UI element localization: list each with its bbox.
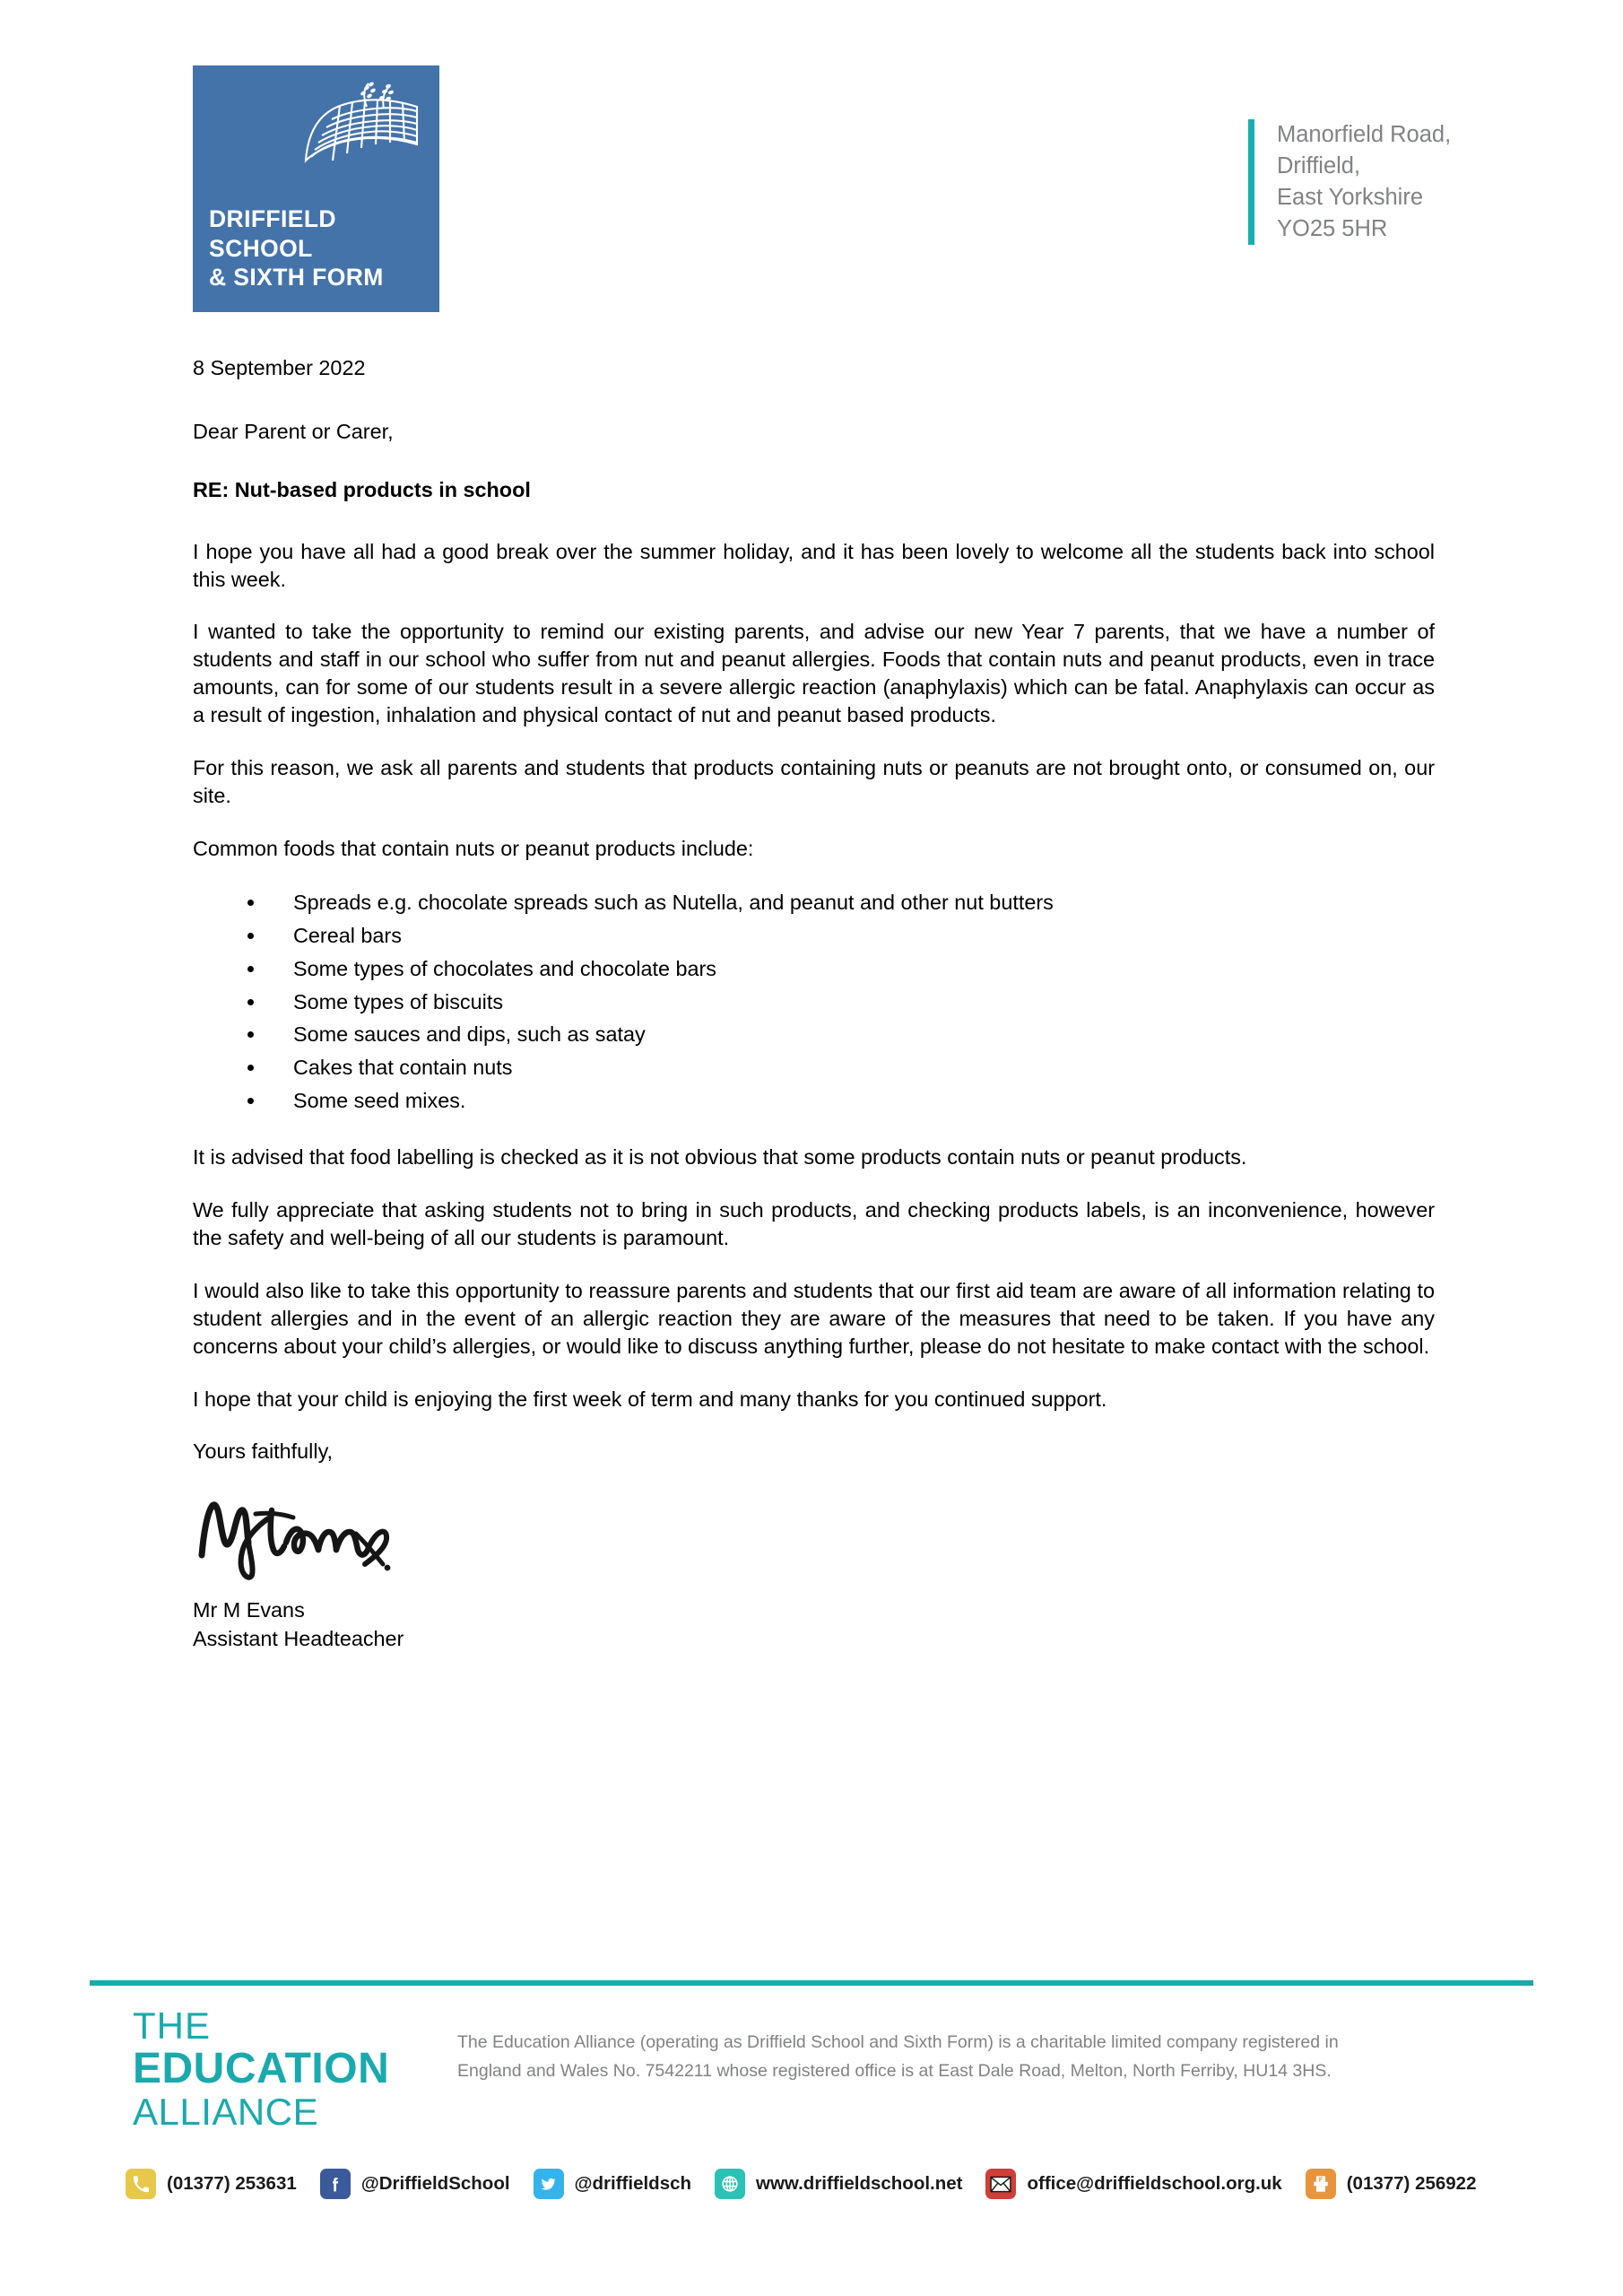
contact-phone[interactable] — [126, 2169, 297, 2199]
legal-line-1: The Education Alliance (operating as Driffield School and Sixth Form) is a charitable limited company registered in — [457, 2032, 1339, 2052]
contact-facebook-label: @DriffieldSchool — [360, 2173, 510, 2194]
signature-block — [193, 1596, 1435, 1652]
alliance-logo-line-1: THE — [133, 2005, 211, 2047]
fax-icon — [1306, 2169, 1336, 2199]
list-item: Some types of chocolates and chocolate bars — [193, 954, 1435, 985]
footer-divider — [90, 1980, 1533, 1986]
letter-closing: Yours faithfully, — [193, 1439, 334, 1464]
phone-icon — [126, 2169, 156, 2199]
facebook-icon — [320, 2169, 351, 2199]
letterhead — [0, 0, 1623, 332]
contact-facebook[interactable] — [320, 2169, 510, 2199]
contact-fax-label: (01377) 256922 — [1346, 2173, 1477, 2194]
letter-paragraph: I would also like to take this opportunity to reassure parents and students that our first aid team are aware of all information relating to student allergies and in the event of an allergic reaction they are aware of the measures that need to be taken. If you have any concerns about your child’s allergies, or would like to discuss anything further, please do not hesitate to make contact with the school. — [193, 1278, 1435, 1358]
letter-paragraph: We fully appreciate that asking students not to bring in such products, and checking products labels, is an inconvenience, however the safety and well-being of all our students is paramount. — [193, 1198, 1435, 1250]
letter-paragraph: I wanted to take the opportunity to remind our existing parents, and advise our new Year 7 parents, that we have a number of students and staff in our school who suffer from nut and peanut allergies. Foods that contain nuts and peanut products, even in trace amounts, can for some of our students result in a severe allergic reaction (anaphylaxis) which can be fatal. Anaphylaxis can occur as a result of ingestion, inhalation and physical contact of nut and peanut based products. — [193, 620, 1435, 727]
education-alliance-logo — [133, 2007, 389, 2131]
signer-name: Mr M Evans — [193, 1598, 305, 1622]
contact-bar — [126, 2169, 1499, 2199]
letter-paragraph: It is advised that food labelling is checked as it is not obvious that some products contain nuts or peanut products. — [193, 1145, 1247, 1170]
letter-paragraph: For this reason, we ask all parents and students that products containing nuts or peanuts are not brought onto, or consumed on, our site. — [193, 756, 1435, 807]
school-logo — [193, 65, 439, 312]
globe-icon — [715, 2169, 745, 2199]
address-line-2: Driffield, — [1277, 152, 1361, 178]
contact-website-label: www.driffieldschool.net — [756, 2173, 963, 2194]
list-item: Some sauces and dips, such as satay — [193, 1020, 1435, 1050]
letter-paragraph: I hope you have all had a good break over the summer holiday, and it has been lovely to welcome all the students back into school this week. — [193, 539, 1435, 591]
contact-twitter-label: @driffieldsch — [574, 2173, 692, 2194]
contact-fax[interactable] — [1306, 2169, 1477, 2199]
signer-title: Assistant Headteacher — [193, 1626, 404, 1650]
driffield-field-wheat-emblem-icon — [299, 82, 424, 164]
letter-date: 8 September 2022 — [193, 356, 366, 379]
logo-line-1: DRIFFIELD — [209, 205, 336, 233]
school-logo-wordmark — [209, 204, 430, 292]
list-item: Some seed mixes. — [193, 1086, 1435, 1117]
letter-list-intro: Common foods that contain nuts or peanut products include: — [193, 836, 754, 860]
page-footer — [0, 1973, 1623, 2296]
logo-line-3: & SIXTH FORM — [209, 264, 384, 291]
letter-subject: RE: Nut-based products in school — [193, 477, 531, 501]
letter-paragraph: I hope that your child is enjoying the first week of term and many thanks for you continued support. — [193, 1387, 1107, 1411]
contact-twitter[interactable] — [534, 2169, 691, 2199]
list-item: Cakes that contain nuts — [193, 1053, 1435, 1083]
legal-notice — [457, 2029, 1515, 2085]
letter-salutation: Dear Parent or Carer, — [193, 419, 394, 443]
handwritten-signature-icon — [193, 1491, 1435, 1580]
svg-text:F: F — [1318, 2175, 1323, 2184]
contact-website[interactable] — [715, 2169, 962, 2199]
legal-line-2: England and Wales No. 7542211 whose registered office is at East Dale Road, Melton, North Ferriby, HU14 3HS. — [457, 2060, 1332, 2081]
address-line-4: YO25 5HR — [1277, 215, 1388, 241]
list-item: Spreads e.g. chocolate spreads such as Nutella, and peanut and other nut butters — [193, 888, 1435, 918]
contact-email-label: office@driffieldschool.org.uk — [1027, 2173, 1282, 2194]
twitter-icon — [534, 2169, 564, 2199]
list-item: Some types of biscuits — [193, 987, 1435, 1018]
letter-body — [193, 354, 1435, 1653]
alliance-logo-line-2: EDUCATION — [133, 2045, 390, 2092]
contact-email[interactable] — [985, 2169, 1281, 2199]
address-line-1: Manorfield Road, — [1277, 122, 1452, 147]
logo-line-2: SCHOOL — [209, 234, 313, 262]
school-address — [1248, 119, 1451, 245]
list-item: Cereal bars — [193, 921, 1435, 952]
address-line-3: East Yorkshire — [1277, 184, 1424, 210]
contact-phone-label: (01377) 253631 — [167, 2173, 297, 2194]
envelope-icon — [985, 2169, 1016, 2199]
nut-products-list — [193, 888, 1435, 1118]
alliance-logo-line-3: ALLIANCE — [133, 2091, 319, 2133]
